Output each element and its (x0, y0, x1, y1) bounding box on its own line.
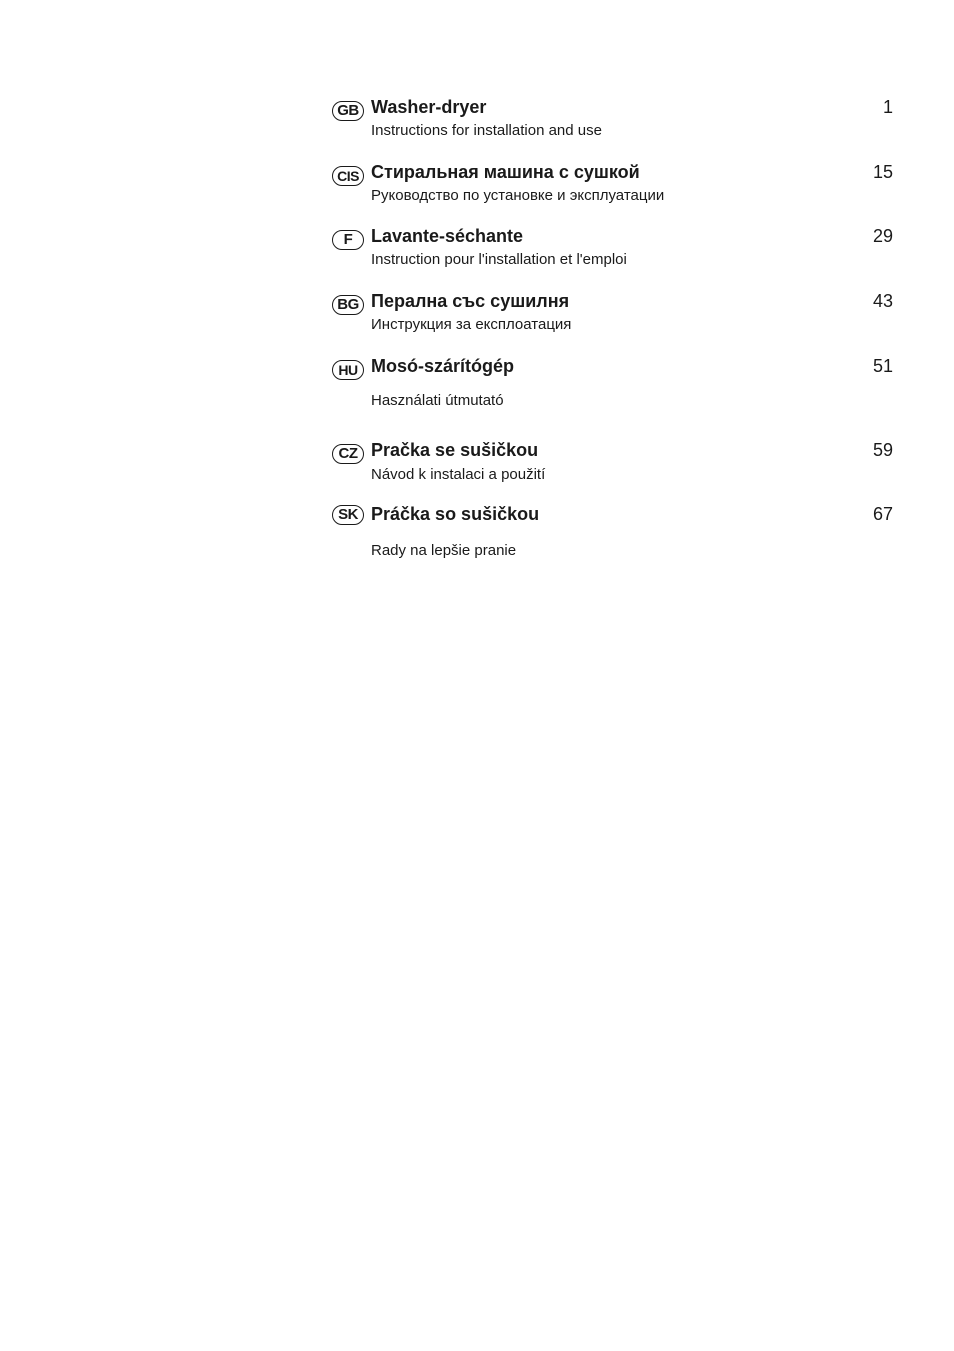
toc-entry-gb (331, 97, 893, 160)
language-badge-f: F (332, 230, 364, 250)
entry-subtitle-f: Instruction pour l'installation et l'emploi (371, 251, 627, 268)
entry-subtitle-cz: Návod k instalaci a použití (371, 466, 546, 483)
language-badge-cz: CZ (332, 444, 364, 464)
entry-page-bg: 43 (872, 291, 893, 311)
entry-page-cis: 15 (872, 162, 893, 182)
toc-entry-sk (331, 504, 893, 567)
entry-subtitle-cis: Руководство по установке и эксплуатации (371, 187, 665, 204)
entry-page-sk: 67 (872, 504, 893, 524)
entry-subtitle-gb: Instructions for installation and use (371, 122, 602, 139)
language-badge-gb: GB (332, 101, 364, 121)
entry-title-cis: Стиральная машина с сушкой (371, 162, 640, 182)
entry-title-hu: Mosó-szárítógép (371, 356, 515, 376)
entry-title-bg: Перална със сушилня (371, 291, 570, 311)
entry-page-cz: 59 (872, 440, 893, 460)
toc-entry-cis (331, 162, 893, 225)
language-badge-hu: HU (332, 360, 364, 380)
entry-subtitle-bg: Инструкция за експлоатация (371, 316, 572, 333)
entry-title-cz: Pračka se sušičkou (371, 440, 539, 460)
entry-title-f: Lavante-séchante (371, 226, 524, 246)
language-badge-bg: BG (332, 295, 364, 315)
entry-page-f: 29 (872, 226, 893, 246)
toc-entry-hu (331, 356, 893, 419)
entry-page-hu: 51 (872, 356, 893, 376)
toc-entry-cz (331, 440, 893, 503)
entry-subtitle-hu: Használati útmutató (371, 392, 504, 409)
language-badge-cis: CIS (332, 166, 364, 186)
toc-entry-f (331, 226, 893, 289)
entry-title-gb: Washer-dryer (371, 97, 487, 117)
toc-entry-bg (331, 291, 893, 354)
entry-page-gb: 1 (882, 97, 893, 117)
entry-title-sk: Práčka so sušičkou (371, 504, 540, 524)
language-badge-sk: SK (332, 505, 364, 525)
entry-subtitle-sk: Rady na lepšie pranie (371, 542, 517, 559)
